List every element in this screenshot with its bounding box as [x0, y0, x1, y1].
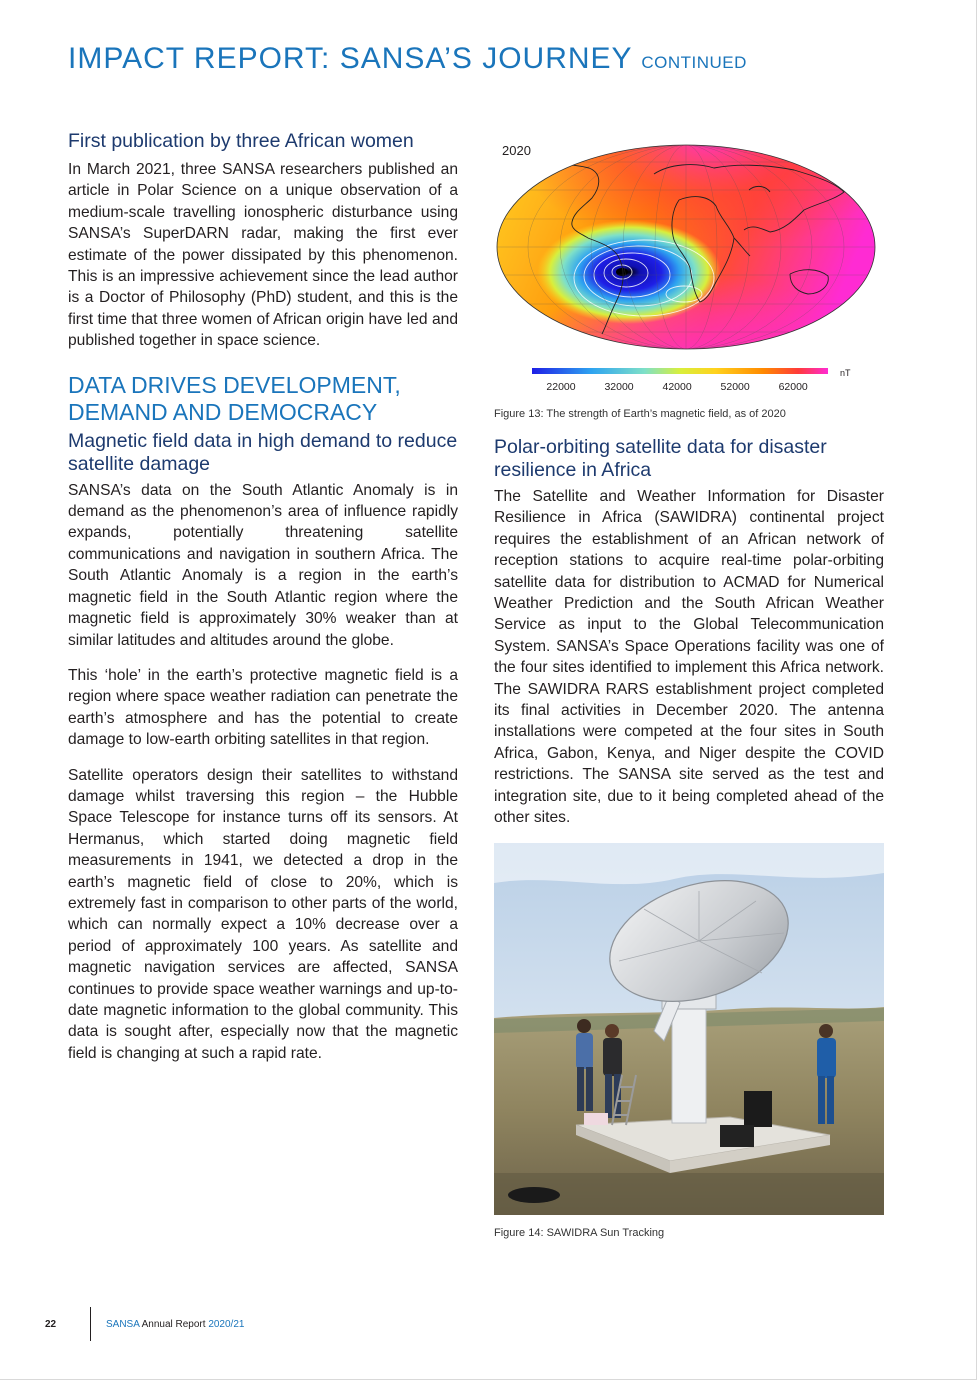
section-heading-first-publication: First publication by three African women	[68, 130, 414, 152]
section-heading-data-drives	[68, 372, 458, 426]
section-heading-polar-orbiting: Polar-orbiting satellite data for disaster resilience in Africa	[494, 436, 827, 481]
map-body	[494, 134, 884, 364]
bag	[584, 1113, 608, 1125]
page-footer	[0, 1305, 980, 1345]
paragraph-first-publication: In March 2021, three SANSA researchers published an article in Polar Science on a unique observation of a medium-scale travelling ionospheric disturbance using SANSA’s SuperDARN radar, making the first ever estimate of the power dissipated by this phenomenon. This is an impressive achievement since the lead author is a Doctor of Philosophy (PhD) student, and this is the first time that three women of African origin have led and published together in space science.	[68, 161, 458, 350]
title-main: IMPACT REPORT: SANSA’S JOURNEY	[68, 42, 633, 75]
colorbar-tick-label: 52000	[720, 381, 750, 393]
map-year-label: 2020	[502, 143, 531, 158]
footer-divider	[90, 1307, 91, 1341]
colorbar-unit: nT	[840, 368, 851, 378]
heading-line-1: DATA DRIVES DEVELOPMENT,	[68, 371, 401, 398]
paragraph-saa-3: Satellite operators design their satellites to withstand damage whilst traversing this region – the Hubble Space Telescope for instance turns off its sensors. At Hermanus, which started doing magnetic field measurements in 1941, we detected a drop in the earth’s magnetic field of close to 20%, which is extremely fast in comparison to other parts of the world, which can normally expect a 10% decrease over a period of approximately 100 years. As satellite and magnetic navigation services are affected, SANSA continues to provide space weather warnings and up-to-date magnetic information to the global community. This data is sought after, especially now that the magnetic field is changing at such a rapid rate.	[68, 766, 458, 1062]
footer-report-title	[106, 1319, 244, 1330]
stool	[744, 1091, 772, 1127]
subheading-magnetic-field: Magnetic field data in high demand to reduce satellite damage	[68, 429, 458, 475]
colorbar-tick-label: 42000	[662, 381, 692, 393]
colorbar-ticks	[546, 381, 808, 393]
antenna-pedestal	[672, 1001, 706, 1123]
right-column	[494, 436, 884, 829]
page-number: 22	[45, 1319, 57, 1330]
equipment-case	[720, 1125, 754, 1147]
figure-14-caption: Figure 14: SAWIDRA Sun Tracking	[494, 1227, 665, 1239]
colorbar-tick-label: 62000	[778, 381, 808, 393]
heading-line-2: DEMAND AND DEMOCRACY	[68, 398, 378, 425]
magnetic-field-map-figure	[494, 134, 884, 404]
page-title	[68, 42, 747, 76]
footer-year: 2020/21	[208, 1319, 245, 1330]
cable-coil	[508, 1187, 560, 1203]
colorbar-tick-label: 32000	[604, 381, 634, 393]
sawidra-antenna-photo	[494, 843, 884, 1215]
footer-label: Annual Report	[141, 1319, 206, 1330]
paragraph-saa-1: SANSA’s data on the South Atlantic Anomaly is in demand as the phenomenon’s area of influence rapidly expands, potentially threatening satellite communications and navigation in southern Africa. The South Atlantic Anomaly is a region in the earth’s magnetic field in the South Atlantic region where the magnetic field is approximately 30% weaker than at similar latitudes and altitudes around the globe.	[68, 481, 458, 649]
paragraph-saa-2: This ‘hole’ in the earth’s protective magnetic field is a region where space weather radiation can penetrate the earth’s atmosphere and has the potential to create damage to low-earth orbiting satellites in that region.	[68, 666, 458, 749]
left-column	[68, 130, 458, 1064]
colorbar-tick-label: 22000	[546, 381, 576, 393]
footer-brand: SANSA	[106, 1319, 140, 1330]
colorbar	[532, 368, 828, 374]
figure-13-caption: Figure 13: The strength of Earth’s magnetic field, as of 2020	[494, 408, 786, 420]
paragraph-sawidra: The Satellite and Weather Information for Disaster Resilience in Africa (SAWIDRA) continental project requires the establishment of an African network of reception stations to acquire real-time polar-orbiting satellite data for distribution to ACMAD for Numerical Weather Prediction and the South African Weather Service as input to the Global Telecommunication System. SANSA’s Space Operations facility was one of the four sites identified to implement this Africa network. The SAWIDRA RARS establishment project completed its final activities in December 2020. The antenna installations were competed at the four sites in South Africa, Gabon, Kenya, and Niger despite the COVID restrictions. The SANSA site served as the test and integration site, due to it being completed ahead of the other sites.	[494, 488, 884, 827]
title-suffix: CONTINUED	[641, 53, 747, 72]
